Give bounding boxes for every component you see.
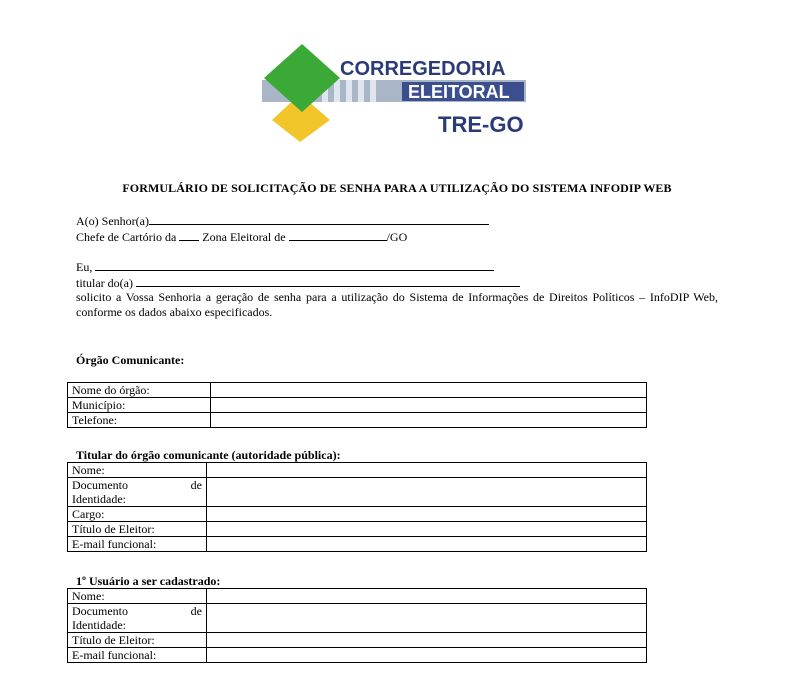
titular-nome-label: Nome: (68, 463, 207, 478)
de-word: de (190, 478, 202, 492)
usuario-documento-field[interactable] (207, 604, 647, 633)
titular-table (67, 462, 647, 552)
zona-city-blank[interactable] (289, 230, 387, 241)
table-row (68, 398, 647, 413)
telefone-label: Telefone: (68, 413, 211, 428)
telefone-field[interactable] (211, 413, 647, 428)
table-row (68, 633, 647, 648)
titular-email-label: E-mail funcional: (68, 537, 207, 552)
table-row (68, 383, 647, 398)
table-row (68, 537, 647, 552)
senhor-line (76, 214, 489, 228)
municipio-label: Município: (68, 398, 211, 413)
titular-nome-field[interactable] (207, 463, 647, 478)
uf-suffix: /GO (386, 230, 408, 244)
table-row (68, 463, 647, 478)
titular-documento-field[interactable] (207, 478, 647, 507)
corregedoria-eleitoral-logo (262, 42, 526, 142)
table-row (68, 648, 647, 663)
senhor-blank[interactable] (149, 214, 489, 225)
chefe-line (76, 230, 407, 244)
cargo-field[interactable] (207, 507, 647, 522)
municipio-field[interactable] (211, 398, 647, 413)
titular-section-title: Titular do órgão comunicante (autoridade pública): (76, 448, 341, 462)
logo-line-2: ELEITORAL (408, 82, 510, 102)
table-row (68, 589, 647, 604)
de-word: de (190, 604, 202, 618)
titular-blank[interactable] (136, 276, 520, 287)
titular-titulo-field[interactable] (207, 522, 647, 537)
usuario-table (67, 588, 647, 663)
titular-line (76, 276, 520, 290)
usuario-titulo-label: Título de Eleitor: (68, 633, 207, 648)
nome-orgao-field[interactable] (211, 383, 647, 398)
table-row (68, 507, 647, 522)
table-row (68, 522, 647, 537)
table-row (68, 604, 647, 633)
eu-line (76, 260, 494, 274)
chefe-label: Chefe de Cartório da (76, 230, 177, 244)
cargo-label: Cargo: (68, 507, 207, 522)
titular-label: titular do(a) (76, 276, 133, 290)
zona-number-blank[interactable] (179, 230, 199, 241)
usuario-titulo-field[interactable] (207, 633, 647, 648)
orgao-section-title: Órgão Comunicante: (76, 353, 185, 367)
documento-word: Documento (72, 604, 128, 618)
identidade-word: Identidade: (72, 492, 126, 506)
form-title: FORMULÁRIO DE SOLICITAÇÃO DE SENHA PARA A UTILIZAÇÃO DO SISTEMA INFODIP WEB (122, 181, 672, 195)
usuario-nome-label: Nome: (68, 589, 207, 604)
logo-line-1: CORREGEDORIA (340, 58, 506, 80)
orgao-table (67, 382, 647, 428)
usuario-section-title: 1º Usuário a ser cadastrado: (76, 574, 221, 588)
table-row (68, 478, 647, 507)
eu-blank[interactable] (95, 260, 494, 271)
nome-orgao-label: Nome do órgão: (68, 383, 211, 398)
zona-label: Zona Eleitoral de (202, 230, 286, 244)
titular-titulo-label: Título de Eleitor: (68, 522, 207, 537)
usuario-email-label: E-mail funcional: (68, 648, 207, 663)
titular-email-field[interactable] (207, 537, 647, 552)
eu-label: Eu, (76, 260, 93, 274)
table-row (68, 413, 647, 428)
usuario-email-field[interactable] (207, 648, 647, 663)
documento-word: Documento (72, 478, 128, 492)
usuario-documento-label (68, 604, 207, 633)
logo-line-3: TRE-GO (438, 112, 524, 137)
identidade-word: Identidade: (72, 618, 126, 632)
senhor-label: A(o) Senhor(a) (76, 214, 149, 228)
usuario-nome-field[interactable] (207, 589, 647, 604)
request-paragraph: solicito a Vossa Senhoria a geração de senha para a utilização do Sistema de Informações de Direitos Políticos – InfoDIP Web, conforme os dados abaixo especificados. (76, 290, 718, 319)
titular-documento-label (68, 478, 207, 507)
